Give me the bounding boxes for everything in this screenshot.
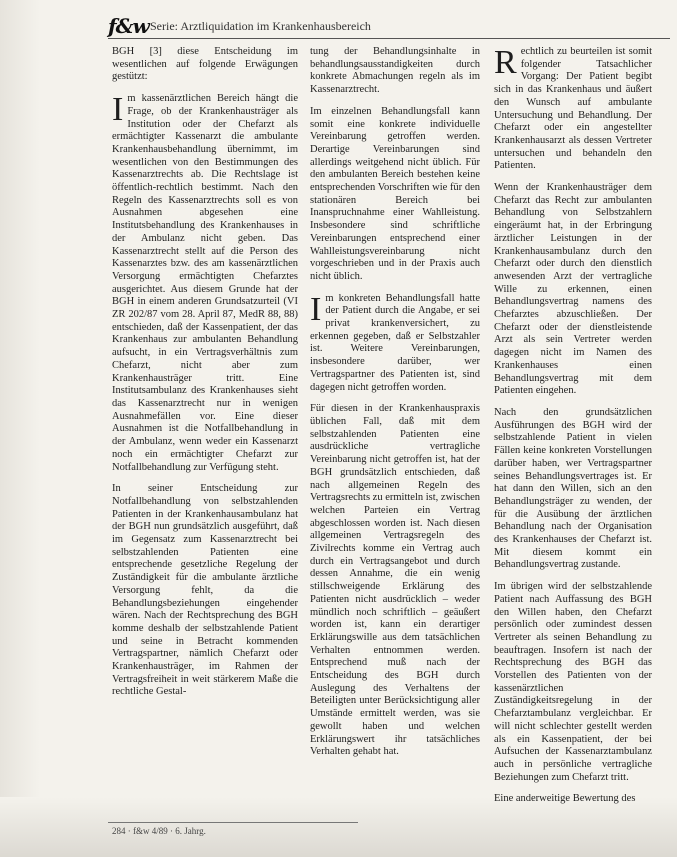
paragraph [310, 290, 480, 395]
drop-cap: I [112, 91, 124, 129]
paragraph-text: Für diesen in der Krankenhauspraxis üblichen Fall, daß mit dem selbstzahlenden Patienten eine ausdrückliche vertragliche Vereinbarung nicht getroffen ist, hat der BGH grundsätzlich entschieden, daß nach allgemeinen Regeln des Vertragsrechts zu ermitteln ist, zwischen welchen Parteien ein Vertrag abgeschlossen worden ist. Nach diesen allgemeinen Vertragsregeln des Zivilrechts komme ein Vertrag auch durch ein Vertragsangebot und durch dessen Annahme, die ein wenig stillschweigende Erklärung des Patienten nicht ausdrücklich – weder mündlich noch schriftlich – geäußert worden ist, kann ein derartiger Erklärungswille aus dem tatsächlichen Verhalten entnommen werden. Entsprechend muß nach der Entscheidung des BGH durch Auslegung des Verhaltens der Beteiligten unter Berücksichtigung aller Umstände ermittelt werden, was sie gewollt haben und welchen Erklärungswert ihr tatsächliches Verhalten gehabt hat. [310, 403, 480, 758]
text-column-2 [310, 46, 480, 768]
paragraph [112, 93, 298, 474]
drop-cap: R [494, 44, 517, 81]
paragraph [112, 483, 298, 699]
paragraph [494, 581, 652, 784]
paragraph [494, 793, 652, 806]
paragraph-text: Eine anderweitige Bewertung des [494, 793, 636, 805]
paragraph-text: Im einzelnen Behandlungsfall kann somit eine konkrete individuelle Vereinbarung getroffen werden. Derartige Vereinbarungen sind allerdings weitgehend nicht üblich. Für den ambulanten Bereich bestehen keine entsprechenden Vorschriften wie für den stationären Bereich bei Inanspruchnahme einer Wahlleistung. Insbesondere sind schriftliche Vereinbarungen entsprechend einer Wahlleistungsvereinbarung nicht vorgeschrieben und in der Praxis auch nicht üblich. [310, 105, 480, 282]
page-footer: 284 · f&w 4/89 · 6. Jahrg. [112, 826, 206, 836]
journal-logo: f&w [108, 14, 149, 38]
paragraph [310, 403, 480, 759]
page-header [108, 14, 668, 36]
paragraph-text: Im übrigen wird der selbstzahlende Patient nach Auffassung des BGH den Willen haben, den Chefarzt persönlich oder zumindest dessen Vertreter als seinen Behandlung zu beauftragen. Insofern ist nach der Rechtsprechung des BGH das Vorstellen des Patienten von der kassenärztlichen Zuständigkeitsregelung in der Chefarztambulanz vergleichbar. Er will nicht schlechter gestellt werden als ein Kassenpatient, der bei Aufsuchen der Kassenarztambulanz auch in persönliche vertragliche Beziehungen zum Chefarzt tritt. [494, 581, 652, 783]
paragraph-text: m kassenärztlichen Bereich hängt die Frage, ob der Krankenhausträger als Institution oder der Chefarzt als ermächtigter Kassenarzt die ambulante Krankenhausbehandlung übernimmt, im wesentlichen von den Bestimmungen des Kassenarztrechts ab. Die Rechtslage ist öffentlich-rechtlich bestimmt. Nach den Regeln des Kassenarztrechts soll es von Ausnahmen abgesehen eine Institutsbehandlung des Krankenhauses in der Ambulanz nicht geben. Das Kassenarztrecht stellt auf die Person des Kassenarztes bzw. des am kassenärztlichen Versorgung ermächtigten Chefarztes ausgerichtet. Aus diesem Grunde hat der BGH in einem anderen Grundsatzurteil (VI ZR 202/87 vom 28. April 87, MedR 88, 88) entschieden, daß der Kassenpatient, der das Krankenhaus zur ambulanten Behandlung aufsucht, in ein Vertragsverhältnis zum Chefarzt, nicht aber zum Krankenhausträger tritt. Eine Institutsambulanz des Krankenhauses sieht das Kassenarztrecht nur in wenigen Ausnahmefällen vor. Eine dieser Ausnahmen ist die Notfallbehandlung in der Ambulanz, wenn weder ein Kassenarzt noch ein ermächtigter Chefarzt zur Notfallbehandlung zur Verfügung steht. [112, 93, 298, 473]
header-divider [108, 38, 670, 39]
footer-divider [108, 822, 358, 823]
paragraph-text: echtlich zu beurteilen ist somit folgender Tatsachlicher Vorgang: Der Patient begibt sich in das Krankenhaus und äußert den Wunsch auf ambulante Untersuchung und Behandlung. Der Chefarzt oder ein angestellter Krankenhausarzt als dessen Vertreter untersuchen und behandeln den Patienten. [494, 46, 652, 172]
paragraph-text: BGH [3] diese Entscheidung im wesentlichen auf folgende Erwägungen gestützt: [112, 46, 298, 83]
paragraph [494, 46, 652, 173]
page-shadow-left [0, 0, 40, 857]
paragraph-text: m konkreten Behandlungsfall hatte der Patient durch die Angabe, er sei privat krankenversichert, zu erkennen gegeben, daß er Selbstzahler ist. Weitere Vereinbarungen, insbesondere darüber, wer Vertragspartner des Patienten ist, sind dagegen nicht getroffen worden. [310, 292, 480, 393]
drop-cap: I [310, 290, 322, 328]
series-title: Serie: Arztliquidation im Krankenhausbereich [150, 19, 371, 33]
text-column-3 [494, 46, 652, 815]
paragraph-text: tung der Behandlungsinhalte in behandlungsausstandigkeiten durch konkrete Abmachungen regeln als im Kassenarztrecht. [310, 46, 480, 96]
paragraph [494, 407, 652, 572]
paragraph [112, 46, 298, 84]
text-column-1 [112, 46, 298, 708]
paragraph-text: In seiner Entscheidung zur Notfallbehandlung von selbstzahlenden Patienten in der Krankenhausambulanz hat der BGH nun grundsätzlich ausgeführt, daß im Gegensatz zum Kassenarztrecht bei selbstzahlenden Patienten eine entsprechende gesetzliche Regelung der Zuständigkeit für die ambulante ärztliche Versorgung fehlt, da die Behandlungsbeziehungen eingehender wären. Nach der Rechtsprechung des BGH komme deshalb der selbstzahlende Patient und seine in Betracht kommenden Vertragspartner, nämlich Chefarzt oder Krankenhausträger, im Rahmen der Vertragsfreiheit in weit stärkerem Maße die rechtliche Gestal- [112, 483, 298, 698]
paragraph [310, 46, 480, 97]
paragraph [310, 106, 480, 284]
paragraph-text: Wenn der Krankenhausträger dem Chefarzt das Recht zur ambulanten Behandlung von Selbstzahlern eingeräumt hat, in der Erbringung ärztlicher Leistungen in der Krankenhausambulanz durch den Chefarzt oder durch den dienstlich anwesenden Arzt der vertragliche Wille zu erkennen, einen Behandlungsvertrag namens des Chefarztes abzuschließen. Der Chefarzt oder der dienstleistende Arzt als sein Vertreter werden dagegen nicht im Namen des Krankenhauses einen Behandlungsvertrag mit dem Patienten eingehen. [494, 182, 652, 397]
paragraph-text: Nach den grundsätzlichen Ausführungen des BGH wird der selbstzahlende Patient in vielen Fällen keine konkreten Vorstellungen darüber haben, wer Vertragspartner seines Behandlungsvertrages ist. Er hat dann den Willen, sich an den Behandlungsträger zu wenden, der für die Ausübung der ärztlichen Behandlung nach der Organisation des Krankenhauses der Chefarzt ist. Mit diesem kommt ein Behandlungsvertrag zustande. [494, 406, 652, 571]
paragraph [494, 182, 652, 398]
